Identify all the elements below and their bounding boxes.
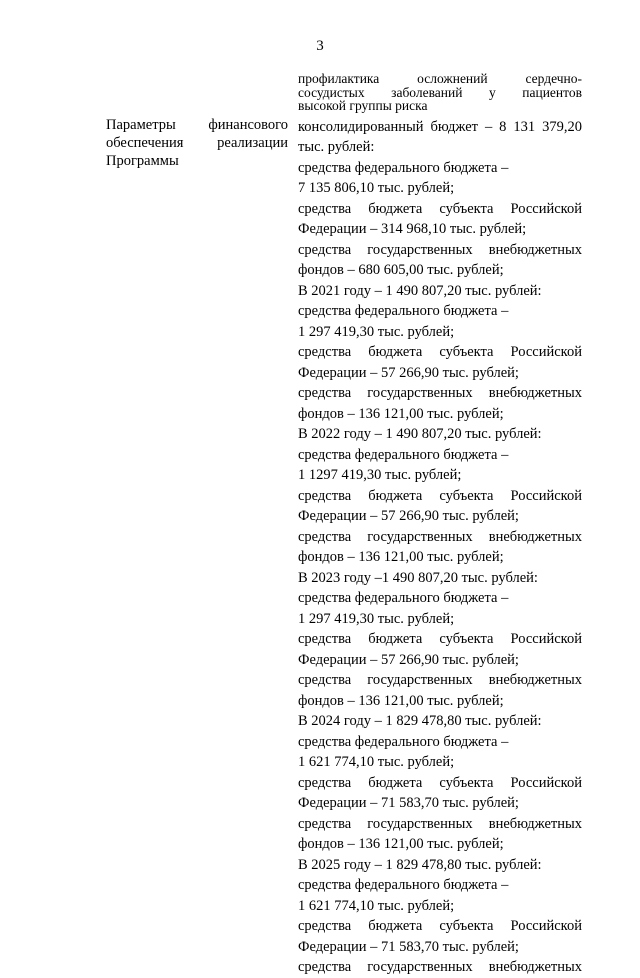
page-number: 3 bbox=[316, 38, 324, 54]
funding-line: Федерации – 71 583,70 тыс. рублей; bbox=[298, 795, 519, 811]
funding-line: средства федерального бюджета – bbox=[298, 303, 509, 319]
funding-line: В 2022 году – 1 490 807,20 тыс. рублей: bbox=[298, 426, 542, 442]
funding-line: Федерации – 71 583,70 тыс. рублей; bbox=[298, 938, 519, 955]
table-row-label bbox=[106, 116, 288, 170]
intro-line: профилактика осложнений сердечно- bbox=[298, 71, 582, 86]
row-label-line: Программы bbox=[106, 153, 179, 169]
funding-line: средства бюджета субъекта Российской bbox=[298, 631, 582, 647]
funding-line: средства бюджета субъекта Российской bbox=[298, 774, 582, 791]
funding-line: средства федерального бюджета – bbox=[298, 159, 509, 176]
funding-line: средства федерального бюджета – bbox=[298, 733, 509, 750]
funding-line: средства бюджета субъекта Российской bbox=[298, 918, 582, 934]
funding-line: В 2023 году –1 490 807,20 тыс. рублей: bbox=[298, 569, 538, 586]
intro-line: высокой группы риска bbox=[298, 98, 428, 113]
funding-line: средства бюджета субъекта Российской bbox=[298, 487, 582, 504]
intro-line: сосудистых заболеваний у пациентов bbox=[298, 84, 582, 100]
funding-line: средства государственных внебюджетных bbox=[298, 672, 582, 688]
funding-line: 1 297 419,30 тыс. рублей; bbox=[298, 610, 455, 627]
funding-line: фондов – 136 121,00 тыс. рублей; bbox=[298, 405, 504, 422]
funding-line: средства государственных внебюджетных bbox=[298, 815, 582, 832]
table-row-content bbox=[298, 72, 582, 978]
funding-line: 1 621 774,10 тыс. рублей; bbox=[298, 754, 455, 770]
funding-line: консолидированный бюджет – 8 131 379,20 bbox=[298, 118, 582, 135]
funding-line: 1 297 419,30 тыс. рублей; bbox=[298, 323, 455, 340]
funding-line: В 2021 году – 1 490 807,20 тыс. рублей: bbox=[298, 282, 542, 299]
funding-line: средства бюджета субъекта Российской bbox=[298, 344, 582, 360]
funding-line: 7 135 806,10 тыс. рублей; bbox=[298, 180, 455, 196]
funding-line: средства федерального бюджета – bbox=[298, 446, 509, 463]
funding-line: 1 1297 419,30 тыс. рублей; bbox=[298, 467, 462, 483]
funding-line: фондов – 136 121,00 тыс. рублей; bbox=[298, 692, 504, 709]
funding-line: средства федерального бюджета – bbox=[298, 877, 509, 893]
funding-line: Федерации – 57 266,90 тыс. рублей; bbox=[298, 508, 519, 524]
funding-line: Федерации – 314 968,10 тыс. рублей; bbox=[298, 221, 527, 237]
funding-line: 1 621 774,10 тыс. рублей; bbox=[298, 897, 455, 914]
funding-line: фондов – 136 121,00 тыс. рублей; bbox=[298, 549, 504, 565]
previous-row-continuation bbox=[298, 72, 582, 113]
funding-line: средства бюджета субъекта Российской bbox=[298, 200, 582, 217]
funding-line: тыс. рублей: bbox=[298, 139, 375, 155]
funding-line: Федерации – 57 266,90 тыс. рублей; bbox=[298, 364, 519, 381]
funding-line: средства федерального бюджета – bbox=[298, 590, 509, 606]
funding-line: Федерации – 57 266,90 тыс. рублей; bbox=[298, 651, 519, 668]
funding-text bbox=[298, 117, 582, 978]
funding-line: В 2024 году – 1 829 478,80 тыс. рублей: bbox=[298, 713, 542, 729]
funding-line: средства государственных внебюджетных bbox=[298, 959, 582, 975]
funding-line: фондов – 680 605,00 тыс. рублей; bbox=[298, 262, 504, 278]
funding-line: фондов – 136 121,00 тыс. рублей; bbox=[298, 836, 504, 852]
funding-line: средства государственных внебюджетных bbox=[298, 528, 582, 545]
funding-line: В 2025 году – 1 829 478,80 тыс. рублей: bbox=[298, 856, 542, 873]
funding-line: средства государственных внебюджетных bbox=[298, 241, 582, 258]
row-label-line: обеспечения реализации bbox=[106, 135, 288, 151]
row-label-line: Параметры финансового bbox=[106, 117, 288, 133]
funding-line: средства государственных внебюджетных bbox=[298, 385, 582, 401]
